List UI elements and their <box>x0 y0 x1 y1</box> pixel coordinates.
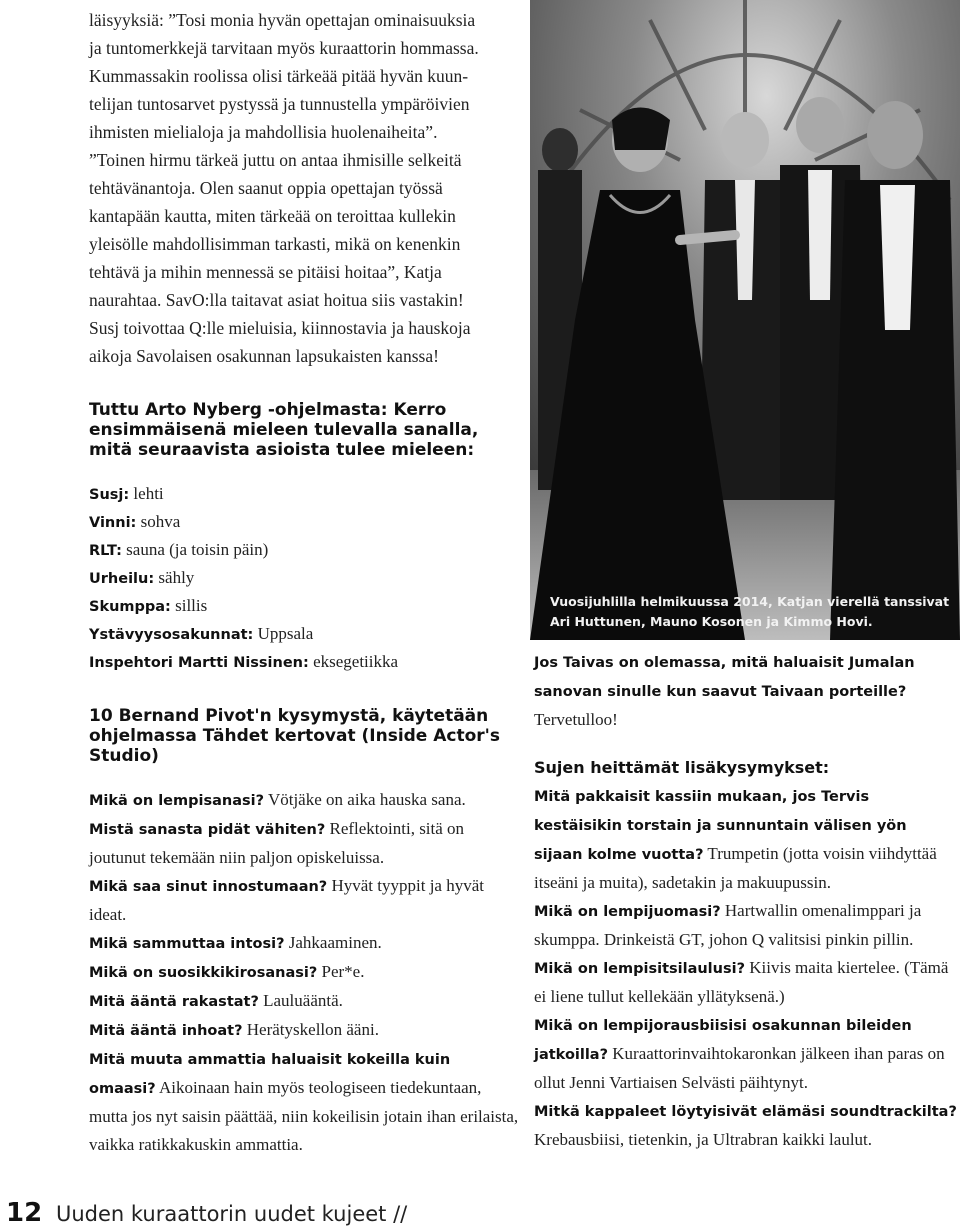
question: Mikä on lempisanasi? <box>89 793 265 809</box>
qa-item <box>534 782 960 897</box>
question: Mitä muuta ammattia haluaisit kokeilla kuin omaasi? <box>89 1052 451 1097</box>
answer: Krebausbiisi, tietenkin, ja Ultrabran kaikki laulut. <box>534 1130 873 1149</box>
item-key: Inspehtori Martti Nissinen: <box>89 655 309 671</box>
qa-item <box>89 815 519 872</box>
answer: Hyvät tyyppit ja hyvät ideat. <box>89 876 484 924</box>
dance-photo <box>530 0 960 640</box>
item-value: sauna (ja toisin päin) <box>121 540 269 559</box>
word-association-list <box>89 480 509 676</box>
running-title: Uuden kuraattorin uudet kujeet // <box>56 1202 408 1226</box>
pivot-qa-list <box>89 786 519 1159</box>
question: Mikä on lempijorausbiisisi osakunnan bileiden jatkoilla? <box>534 1018 912 1063</box>
question: Mikä saa sinut innostumaan? <box>89 879 328 895</box>
extra-questions-heading: Sujen heittämät lisäkysymykset: <box>534 758 830 777</box>
arto-section-heading: Tuttu Arto Nyberg -ohjelmasta: Kerro ensimmäisenä mieleen tulevalla sanalla, mitä seuraavista asioista tulee mieleen: <box>89 400 479 460</box>
item-key: RLT: <box>89 543 122 559</box>
question: Mikä on lempijuomasi? <box>534 904 721 920</box>
question: Mitkä kappaleet löytyisivät elämäsi soundtrackilta? <box>534 1104 957 1120</box>
pivot-section-heading: 10 Bernand Pivot'n kysymystä, käytetään ohjelmassa Tähdet kertovat (Inside Actor's Studio) <box>89 706 501 766</box>
answer: Jahkaaminen. <box>284 933 382 952</box>
item-value: sähly <box>154 568 195 587</box>
answer: Reflektointi, sitä on joutunut tekemään niin paljon opiskeluissa. <box>89 819 465 867</box>
answer: Hartwallin omenalimppari ja skumppa. Drinkeistä GT, johon Q valitsisi pinkin pillin. <box>534 901 922 949</box>
qa-item <box>534 954 960 1011</box>
answer: Trumpetin (jotta voisin viihdyttää itseäni ja muita), sadetakin ja makuupussin. <box>534 844 937 892</box>
qa-item <box>89 786 519 815</box>
word-association-item <box>89 620 509 648</box>
word-association-item <box>89 536 509 564</box>
question: Mitä ääntä rakastat? <box>89 994 259 1010</box>
question: Mitä ääntä inhoat? <box>89 1023 243 1039</box>
word-association-item <box>89 564 509 592</box>
item-key: Urheilu: <box>89 571 155 587</box>
intro-paragraph: läisyyksiä: ”Tosi monia hyvän opettajan ominaisuuksia ja tuntomerkkejä tarvitaan myös kuraattorin hommassa. Kummassakin roolissa olisi tärkeää pitää hyvän kuun- telijan tuntosarvet pystyssä ja tunnustella ympäröivien ihmisten mielialoja ja mahdollisia huolenaiheita”. ”Toinen hirmu tärkeä juttu on antaa ihmisille selkeitä tehtävänantoja. Olen saanut oppia opettajan työssä kantapään kautta, miten tärkeää on teroittaa kullekin yleisölle mahdollisimman tarkasti, mikä on kenenkin tehtävä ja mihin mennessä se pitäisi hoitaa”, Katja naurahtaa. SavO:lla taitavat asiat hoitua siis vastakin! Susj toivottaa Q:lle mieluisia, kiinnostavia ja hauskoja aikoja Savolaisen osakunnan lapsukaisten kanssa! <box>89 10 479 366</box>
answer: Per*e. <box>317 962 365 981</box>
item-key: Susj: <box>89 487 130 503</box>
item-key: Skumppa: <box>89 599 171 615</box>
word-association-item <box>89 592 509 620</box>
qa-item <box>89 872 519 929</box>
qa-item <box>89 1016 519 1045</box>
answer: Kiivis maita kiertelee. (Tämä ei liene tullut kellekään yllätyksenä.) <box>534 958 949 1006</box>
item-value: lehti <box>129 484 164 503</box>
answer: Lauluääntä. <box>258 991 343 1010</box>
item-value: sohva <box>136 512 181 531</box>
question: Jos Taivas on olemassa, mitä haluaisit Jumalan sanovan sinulle kun saavut Taivaan porteille? <box>534 655 915 700</box>
right-column <box>534 648 960 1154</box>
word-association-item <box>89 648 509 676</box>
word-association-item <box>89 508 509 536</box>
word-association-item <box>89 480 509 508</box>
question: Mikä on suosikkikirosanasi? <box>89 965 318 981</box>
qa-item <box>534 897 960 954</box>
question: Mistä sanasta pidät vähiten? <box>89 822 326 838</box>
question: Mikä on lempisitsilaulusi? <box>534 961 745 977</box>
item-key: Ystävyysosakunnat: <box>89 627 254 643</box>
qa-item <box>534 1011 960 1097</box>
intro-text <box>89 6 509 370</box>
qa-item <box>534 648 960 734</box>
answer: Herätyskellon ääni. <box>242 1020 379 1039</box>
item-value: sillis <box>170 596 208 615</box>
item-key: Vinni: <box>89 515 137 531</box>
qa-item <box>89 958 519 987</box>
photo-illustration <box>530 0 960 640</box>
page-number: 12 <box>6 1198 43 1228</box>
answer: Kuraattorinvaihtokaronkan jälkeen ihan paras on ollut Jenni Vartiaisen Selvästi päihtynyt. <box>534 1044 945 1092</box>
qa-item <box>89 929 519 958</box>
answer: Vötjäke on aika hauska sana. <box>264 790 466 809</box>
qa-item <box>89 987 519 1016</box>
answer: Tervetulloo! <box>534 710 618 729</box>
item-value: Uppsala <box>253 624 314 643</box>
photo-caption: Vuosijuhlilla helmikuussa 2014, Katjan vierellä tanssivat Ari Huttunen, Mauno Kosonen ja Kimmo Hovi. <box>550 594 950 629</box>
qa-item <box>534 1097 960 1154</box>
question: Mikä sammuttaa intosi? <box>89 936 285 952</box>
page-footer <box>0 1196 600 1230</box>
qa-item <box>89 1045 519 1159</box>
item-value: eksegetiikka <box>308 652 399 671</box>
answer: Aikoinaan hain myös teologiseen tiedekuntaan, mutta jos nyt saisin päättää, niin kokeilisin jotain ihan erilaista, vaikka ratikkakuskin ammattia. <box>89 1078 519 1154</box>
question: Mitä pakkaisit kassiin mukaan, jos Tervis kestäisikin torstain ja sunnuntain välisen yön sijaan kolme vuotta? <box>534 789 907 863</box>
